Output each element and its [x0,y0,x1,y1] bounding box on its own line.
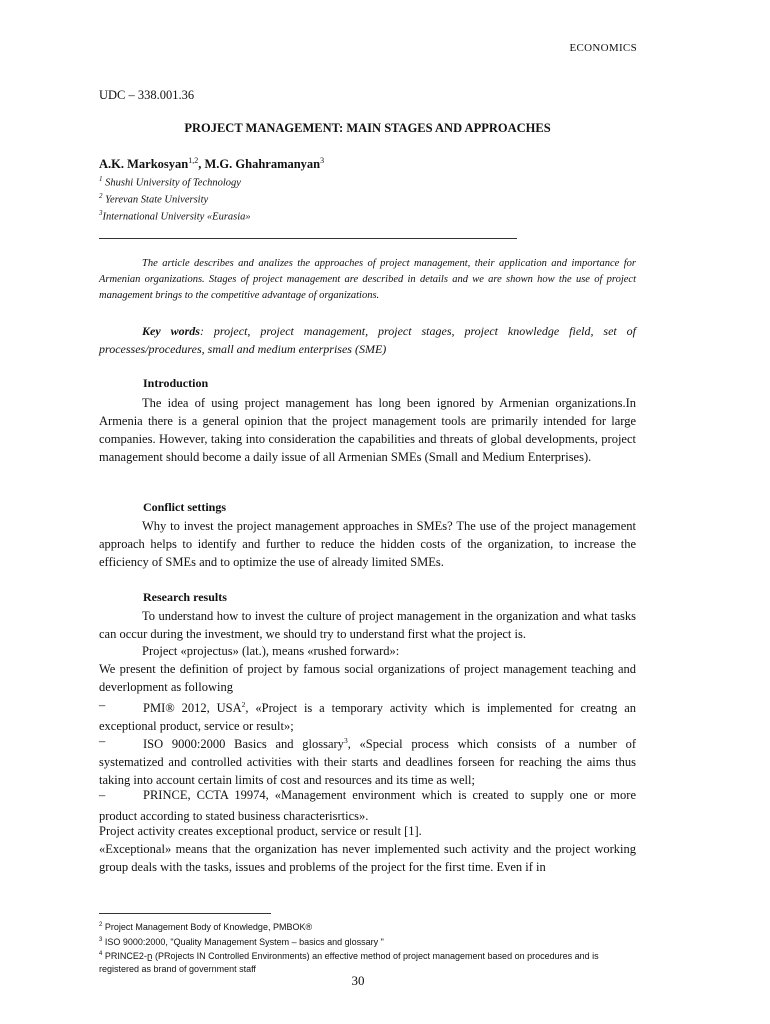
keywords-label: Key words [142,324,200,338]
paper-title: PROJECT MANAGEMENT: MAIN STAGES AND APPROACHES [184,121,551,135]
footnote-ref: 3 [343,736,348,745]
list-item-text: PRINCE, CCTA 19974, «Management environment which is created to supply one or more product according to stated business characterisrtics». [99,788,636,824]
running-header: ECONOMICS [569,42,637,54]
footnote-num: 3 [99,936,103,943]
heading-introduction: Introduction [143,376,209,390]
affiliation-num: 1 [99,175,103,183]
affiliation-num: 3 [99,209,103,217]
abstract: The article describes and analizes the approaches of project management, their application and importance for Armenian organizations. Stages of project management are described in details and we are shown how the use of project management brings to the competitive advantage of organizations. [99,258,636,301]
research-paragraph-4: Project activity creates exceptional product, service or result [1]. [99,824,422,838]
authors-line [99,156,324,172]
list-item-text: , «Special process which consists of a number of systematized and controlled activities with their starts and deadlines forseen for reaching the aims thus taking into account certain limits of cost and resources and its time as well; [99,737,636,788]
footnote-4 [99,948,636,975]
author-1: A.K. Markosyan [99,157,189,172]
research-paragraph-1: To understand how to invest the culture of project management in the organization and what tasks can occur during the investment, we should try to understand first what the project is. [99,609,636,641]
list-item-text: , «Project is a temporary activity which is implemented for creatng an exceptional product, service or result»; [99,701,636,734]
footnote-3 [99,934,636,949]
author-1-affil: 1,2 [188,156,199,165]
list-item-text: PMI® 2012, USA [143,701,242,716]
affiliation-num: 2 [99,192,103,200]
list-dash: – [99,734,106,748]
heading-conflict-settings: Conflict settings [143,500,226,514]
footnotes [99,919,636,975]
research-paragraph-5: «Exceptional» means that the organization has never implemented such activity and the project working group deals with the tasks, issues and problems of the project for the first time. Even if in [99,842,636,874]
affiliation-2 [99,192,208,206]
keywords [99,322,636,358]
definition-list-item [99,732,636,789]
footnote-2 [99,919,636,934]
keywords-text: : project, project management, project stages, project knowledge field, set of processes/procedures, small and medium enterprises (SME) [99,324,637,356]
footnote-text: ISO 9000:2000, "Quality Management System – basics and glossary " [102,936,384,947]
udc-code: UDC – 338.001.36 [99,88,195,102]
footnote-ref: 2 [241,700,246,709]
list-item-text: ISO 9000:2000 Basics and glossary [143,737,344,752]
research-paragraph-3: We present the definition of project by famous social organizations of project management teaching and deverlopment as following [99,662,636,694]
list-dash: – [99,788,106,802]
research-paragraph-2: Project «projectus» (lat.), means «rushed forward»: [142,644,400,658]
footnote-text: Project Management Body of Knowledge, PMBOK® [102,922,313,932]
affiliation-text: Yerevan State University [102,194,209,206]
definition-list-item [99,696,636,735]
footnote-num: 4 [99,951,103,957]
author-separator: , [198,157,205,172]
footnote-text: PRINCE2-ը (PRojects IN Controlled Environments) an effective method of project management based on procedures and is registered as brand of government staff [99,951,599,974]
introduction-paragraph: The idea of using project management has long been ignored by Armenian organizations.In Armenia there is a general opinion that the project management tools are primarily intended for large companies. However, taking into consideration the capabilities and threats of global developments, project management should become a daily issue of all Armenian SMEs (Small and Medium Enterprises). [99,396,636,464]
page-number: 30 [351,973,365,988]
footnote-rule [99,913,271,914]
affiliation-1 [99,175,241,189]
author-2: M.G. Ghahramanyan [204,157,321,172]
affiliation-text: Shushi University of Technology [102,177,241,189]
author-2-affil: 3 [320,156,325,165]
footnote-num: 2 [99,922,103,928]
affiliation-3 [99,209,251,223]
list-dash: – [99,698,106,712]
conflict-paragraph: Why to invest the project management approaches in SMEs? The use of the project management approach helps to identify and further to reduce the hidden costs of the organization, to increase the efficiency of SMEs and to optimize the use of already limited SMEs. [99,519,636,569]
header-divider [99,238,517,239]
heading-research-results: Research results [143,590,227,604]
affiliation-text: International University «Eurasia» [102,211,251,223]
definition-list-item [99,786,636,825]
